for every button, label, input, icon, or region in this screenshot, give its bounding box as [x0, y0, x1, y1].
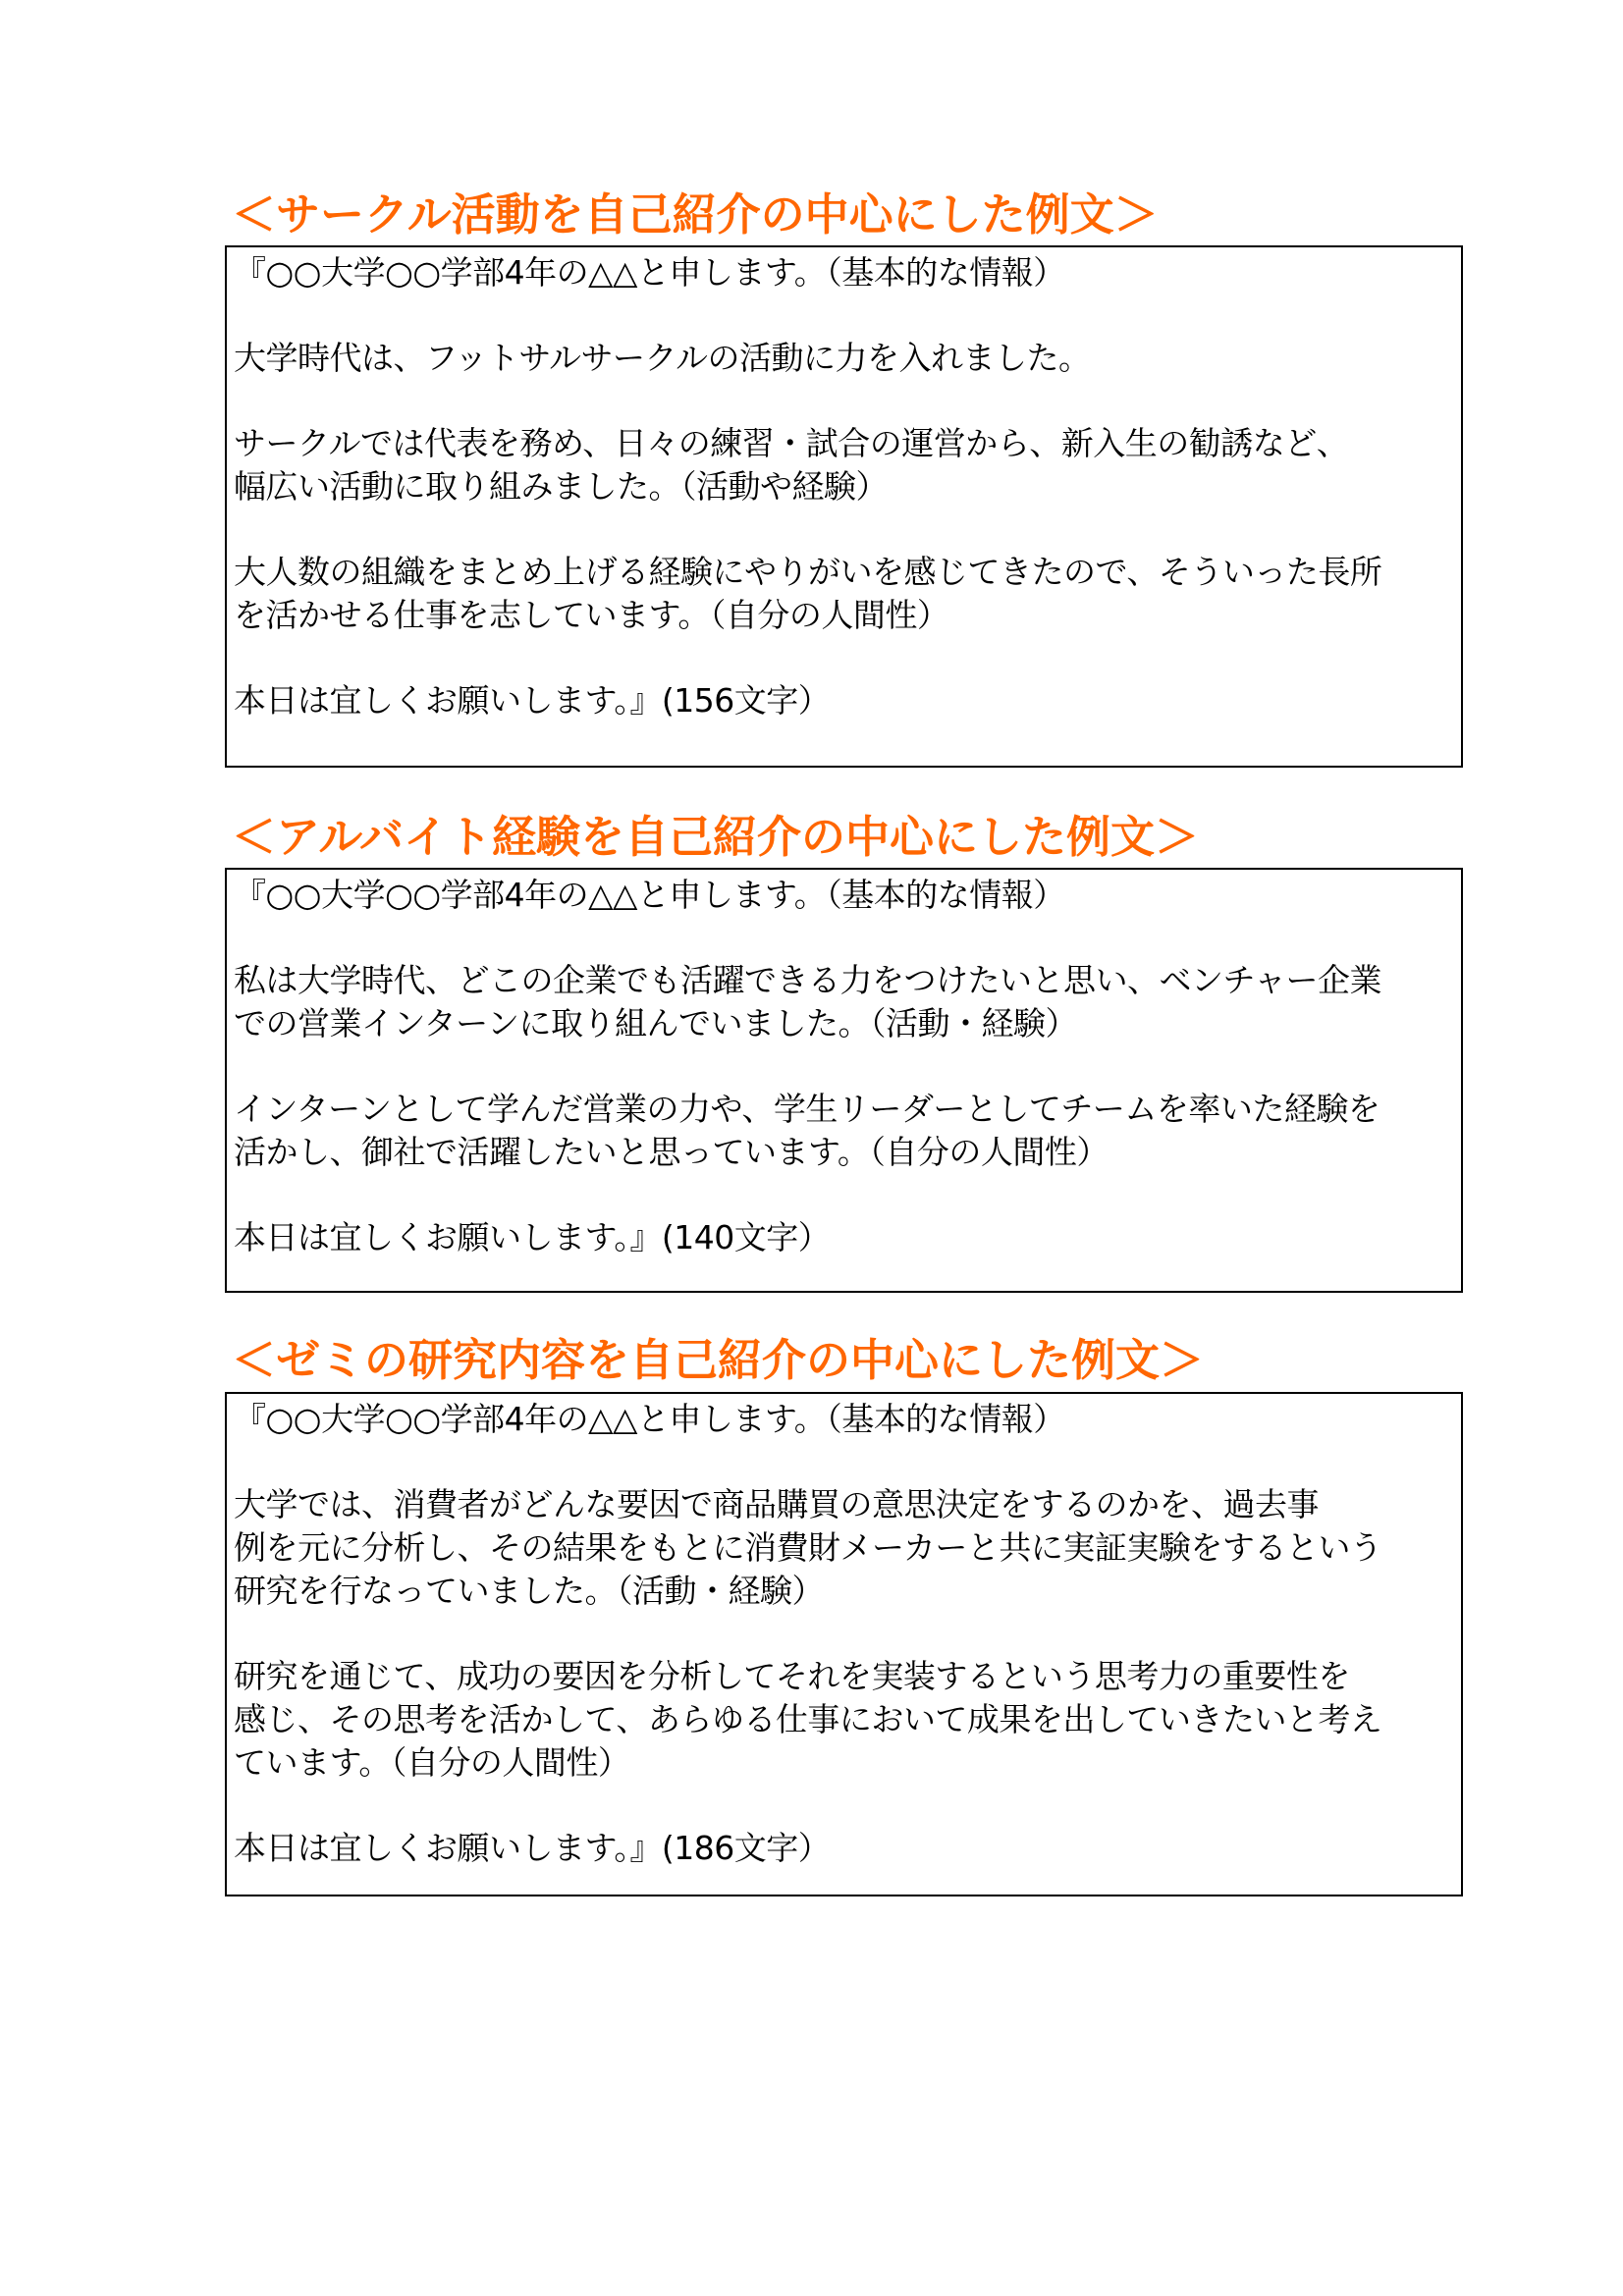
example-text-box [225, 1392, 1463, 1896]
example-text-box [225, 868, 1463, 1293]
section-title: ＜サークル活動を自己紹介の中心にした例文＞ [232, 188, 1159, 240]
paragraph: 本日は宜しくお願いします。』(140文字） [234, 1218, 831, 1256]
paragraph: 大学では、消費者がどんな要因で商品購買の意思決定をするのかを、過去事 例を元に分析し、その結果をもとに消費財メーカーと共に実証実験をするという 研究を行なっていました。（活動・経験） [234, 1485, 1382, 1610]
paragraph: 『○○大学○○学部4年の△△と申します。（基本的な情報） [234, 253, 1065, 292]
paragraph: 本日は宜しくお願いします。』(156文字） [234, 681, 831, 720]
paragraph: 私は大学時代、どこの企業でも活躍できる力をつけたいと思い、ベンチャー企業 での営業インターンに取り組んでいました。（活動・経験） [234, 961, 1382, 1042]
paragraph: 大人数の組織をまとめ上げる経験にやりがいを感じてきたので、そういった長所 を活かせる仕事を志しています。（自分の人間性） [234, 553, 1382, 634]
paragraph: インターンとして学んだ営業の力や、学生リーダーとしてチームを率いた経験を 活かし、御社で活躍したいと思っています。（自分の人間性） [234, 1090, 1380, 1171]
paragraph: サークルでは代表を務め、日々の練習・試合の運営から、新入生の勧誘など、 幅広い活動に取り組みました。（活動や経験） [234, 424, 1349, 506]
paragraph: 『○○大学○○学部4年の△△と申します。（基本的な情報） [234, 1400, 1065, 1438]
section-title: ＜ゼミの研究内容を自己紹介の中心にした例文＞ [232, 1334, 1205, 1386]
example-text-box [225, 245, 1463, 768]
section-title: ＜アルバイト経験を自己紹介の中心にした例文＞ [232, 811, 1200, 863]
paragraph: 『○○大学○○学部4年の△△と申します。（基本的な情報） [234, 876, 1065, 914]
paragraph: 本日は宜しくお願いします。』(186文字） [234, 1829, 831, 1867]
paragraph: 研究を通じて、成功の要因を分析してそれを実装するという思考力の重要性を 感じ、その思考を活かして、あらゆる仕事において成果を出していきたいと考え ています。（自分の人間性） [234, 1657, 1382, 1782]
paragraph: 大学時代は、フットサルサークルの活動に力を入れました。 [234, 339, 1091, 377]
